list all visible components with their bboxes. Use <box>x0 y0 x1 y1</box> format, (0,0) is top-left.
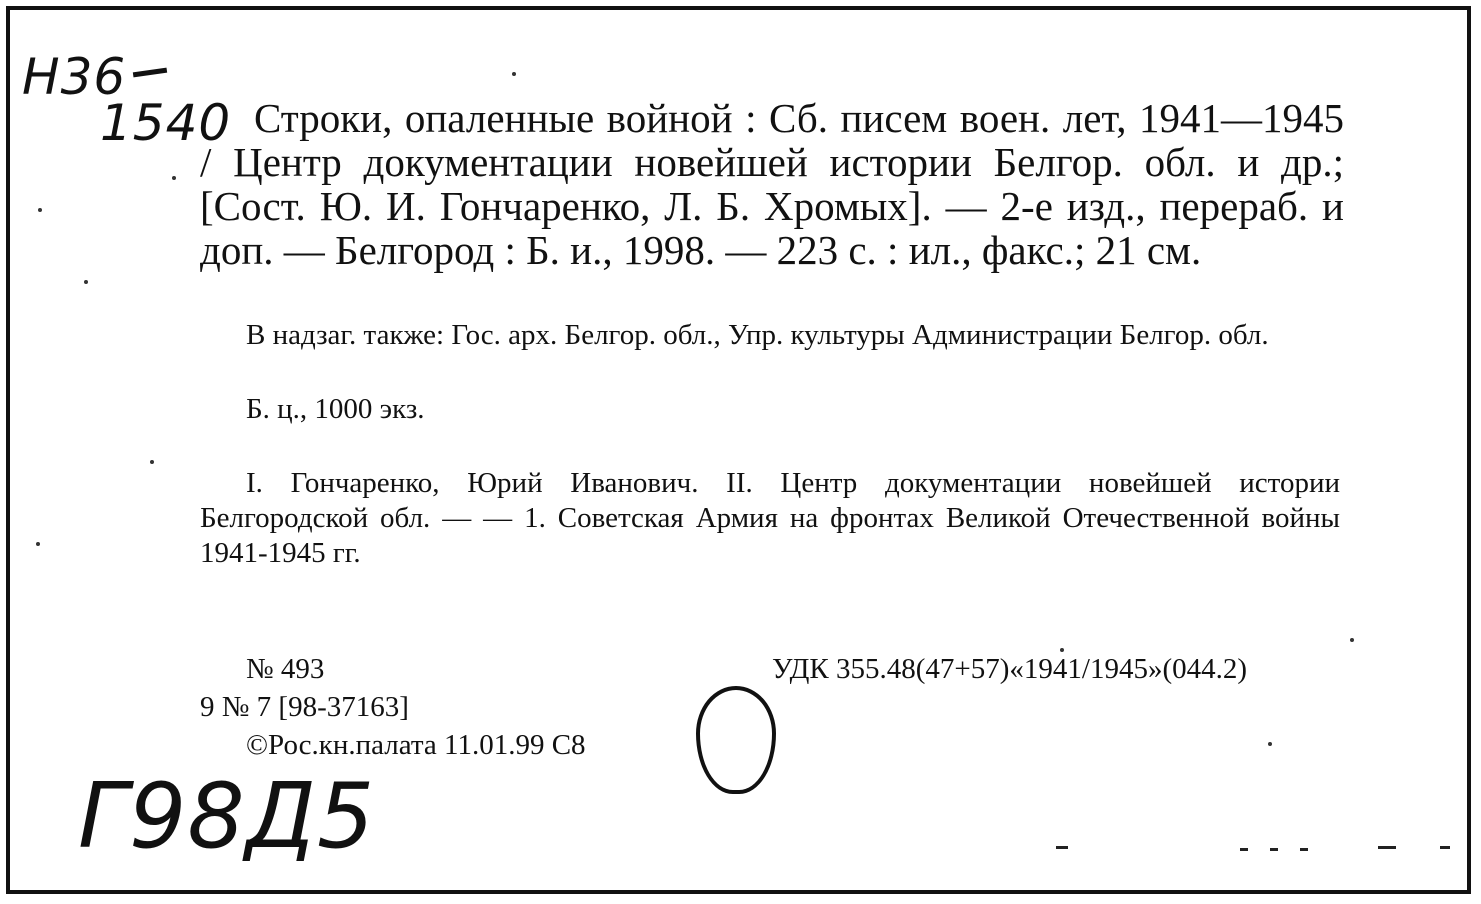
copyright-line: ©Рос.кн.палата 11.01.99 С8 <box>246 729 586 761</box>
note-heading: В надзаг. также: Гос. арх. Белгор. обл., Упр. культуры Администрации Белгор. обл. <box>246 319 1269 351</box>
scan-mark <box>1240 848 1248 851</box>
note-price-print-run: Б. ц., 1000 экз. <box>246 393 425 425</box>
udk-code: УДК 355.48(47+57)«1941/1945»(044.2) <box>772 653 1248 685</box>
scan-mark <box>1300 848 1308 851</box>
scan-speck <box>1350 638 1354 642</box>
scan-speck <box>38 208 42 212</box>
scan-speck <box>84 280 88 284</box>
card-number: № 493 <box>246 653 325 685</box>
scan-mark <box>1378 846 1396 849</box>
handwritten-shelfmark-number: 1540 <box>100 94 232 152</box>
scan-speck <box>36 542 40 546</box>
scan-mark <box>1270 848 1278 851</box>
bibliographic-description: Строки, опаленные войной : Сб. писем воен. лет, 1941—1945 / Центр документации новейшей истории Белгор. обл. и др.; [Сост. Ю. И. Гончаренко, Л. Б. Хромых]. — 2-е изд., перераб. и доп. — Белгород : Б. и., 1998. — 223 с. : ил., факс.; 21 см. <box>200 95 1344 273</box>
subject-tracings: I. Гончаренко, Юрий Иванович. II. Центр документации новейшей истории Белгородской обл. — — 1. Советская Армия на фронтах Великой Отечественной войны 1941-1945 гг. <box>200 467 1340 569</box>
scan-speck <box>172 176 176 180</box>
handwritten-shelfmark-bottom: Г98Д5 <box>78 764 376 869</box>
punched-hole <box>696 686 776 794</box>
scan-speck <box>1268 742 1272 746</box>
scan-mark <box>1056 846 1068 849</box>
scan-speck <box>150 460 154 464</box>
scan-mark <box>1440 846 1450 849</box>
handwritten-shelfmark-top: Н36 <box>22 48 127 106</box>
scan-speck <box>1060 648 1064 652</box>
registration-number: 9 № 7 [98-37163] <box>200 691 409 723</box>
scan-speck <box>512 72 516 76</box>
